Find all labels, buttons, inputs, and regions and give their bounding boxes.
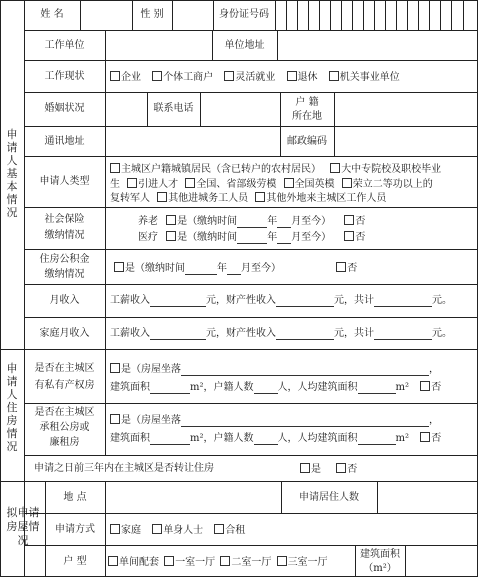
medical-no[interactable]: 否 <box>344 232 365 243</box>
transfer-question: 申请之日前三年内在主城区是否转让住房 <box>34 463 214 474</box>
checkbox-icon <box>420 381 430 391</box>
checkbox-icon <box>220 556 230 566</box>
type-migrant-worker[interactable]: 其他进城务工人员 <box>157 193 248 204</box>
checkbox-icon <box>152 524 162 534</box>
unit-three-bed[interactable]: 三室一厅 <box>277 557 328 568</box>
id-number-boxes[interactable] <box>276 1 477 30</box>
checkbox-icon <box>284 178 294 188</box>
monthly-income-row: 工薪收入 元，财产性收入 元，共计 元。 <box>110 295 452 306</box>
employer-field[interactable] <box>106 31 212 60</box>
private-property-label-line1: 是否在主城区 <box>34 363 95 374</box>
type-other-worker[interactable]: 其他外地来主城区工作人员 <box>255 193 386 204</box>
postcode-field[interactable] <box>335 127 477 156</box>
id-number-label: 身份证号码 <box>219 9 269 20</box>
monthly-income-label: 月收入 <box>49 295 80 306</box>
hukou-label-line2: 所在地 <box>292 111 322 122</box>
location-field[interactable] <box>106 482 281 513</box>
postcode-label: 邮政编码 <box>287 136 327 147</box>
unit-one-bed[interactable]: 一室一厅 <box>164 557 215 568</box>
address-field[interactable] <box>106 127 280 156</box>
social-insurance-label-line1: 社会保险 <box>44 214 85 225</box>
checkbox-icon <box>287 71 297 81</box>
type-graduate[interactable]: 大中专院校及职校毕业 <box>330 164 441 175</box>
work-status-individual[interactable]: 个体工商户 <box>152 72 213 83</box>
checkbox-icon <box>329 71 339 81</box>
private-area-field[interactable] <box>150 383 190 394</box>
type-graduate-cont: 生 <box>110 179 120 190</box>
property-income-field[interactable] <box>276 296 334 307</box>
family-salary-field[interactable] <box>150 329 206 340</box>
checkbox-icon <box>255 192 265 202</box>
fund-year-field[interactable] <box>185 264 217 275</box>
gender-label: 性 别 <box>140 9 164 20</box>
checkbox-icon <box>110 414 120 424</box>
public-rental-line1: 是（房屋坐落 ， <box>110 414 439 427</box>
applicant-type-line3 <box>110 192 386 205</box>
type-merit[interactable]: 荣立二等功以上的 <box>342 179 433 190</box>
type-model-worker[interactable]: 全国、省部级劳模 <box>185 179 276 190</box>
checkbox-icon <box>166 231 176 241</box>
checkbox-icon <box>300 463 310 473</box>
private-avg-area-field[interactable] <box>358 383 396 394</box>
housing-fund-label-line1: 住房公积金 <box>39 254 90 265</box>
rental-location-field[interactable] <box>181 416 429 427</box>
applicant-type-label: 申请人类型 <box>39 176 90 187</box>
housing-section-title: 申请人住房情况 <box>6 362 18 453</box>
medical-month-field[interactable] <box>277 233 291 244</box>
unit-studio[interactable]: 单间配套 <box>108 557 159 568</box>
unit-type-options <box>108 556 328 569</box>
pension-month-field[interactable] <box>277 217 291 228</box>
area-label-line1: 建筑面积 <box>360 549 400 560</box>
work-status-retired[interactable]: 退休 <box>287 72 318 83</box>
address-label: 通讯地址 <box>44 136 85 147</box>
checkbox-icon <box>344 215 354 225</box>
checkbox-icon <box>110 524 120 534</box>
medical-year-field[interactable] <box>237 233 267 244</box>
marital-status-label: 婚姻状况 <box>44 103 85 114</box>
pension-row: 养老 是（缴纳时间 年 月至今） 否 <box>138 216 366 227</box>
type-urban-resident[interactable]: 主城区户籍城镇居民（含已转户的农村居民） <box>110 164 321 175</box>
unit-two-bed[interactable]: 二室一厅 <box>220 557 271 568</box>
fund-no[interactable]: 否 <box>336 263 357 274</box>
phone-label: 联系电话 <box>153 103 194 114</box>
family-total-field[interactable] <box>374 329 432 340</box>
checkbox-icon <box>330 163 340 173</box>
private-location-field[interactable] <box>181 365 429 376</box>
checkbox-icon <box>164 556 174 566</box>
checkbox-icon <box>114 262 124 272</box>
name-label: 姓 名 <box>40 9 64 20</box>
applicant-type-line1 <box>110 163 441 176</box>
private-no[interactable]: 否 <box>420 382 441 393</box>
method-shared[interactable]: 合租 <box>214 525 245 536</box>
transfer-yes[interactable]: 是 <box>300 464 321 475</box>
checkbox-icon <box>277 556 287 566</box>
checkbox-icon <box>420 432 430 442</box>
medical-label: 医疗 <box>138 232 158 243</box>
marital-status-field[interactable] <box>106 93 147 126</box>
housing-fund-row: 是（缴纳时间 年 月至今） 否 <box>114 262 357 275</box>
checkbox-icon <box>110 363 120 373</box>
family-income-label: 家庭月收入 <box>39 328 90 339</box>
gender-field[interactable] <box>173 1 213 30</box>
public-rental-label-line2: 承租公房或 <box>39 422 90 433</box>
method-label: 申请方式 <box>55 524 95 535</box>
checkbox-icon <box>336 262 346 272</box>
hukou-label-line1: 户 籍 <box>295 97 319 108</box>
type-talent[interactable]: 引进人才 <box>127 179 178 190</box>
pension-year-field[interactable] <box>237 217 267 228</box>
employer-label: 工作单位 <box>44 40 85 51</box>
employer-address-field[interactable] <box>278 31 477 60</box>
checkbox-icon <box>344 231 354 241</box>
rental-hukou-count-field[interactable] <box>254 434 278 445</box>
pension-yes[interactable]: 是 <box>166 216 187 227</box>
residents-label: 申请居住人数 <box>299 492 359 503</box>
unit-type-label: 户 型 <box>63 556 87 567</box>
work-status-public[interactable]: 机关事业单位 <box>329 72 400 83</box>
checkbox-icon <box>110 163 120 173</box>
checkbox-icon <box>166 215 176 225</box>
method-family[interactable]: 家庭 <box>110 525 141 536</box>
employer-address-label: 单位地址 <box>224 40 265 51</box>
rental-area-field[interactable] <box>150 434 190 445</box>
medical-yes[interactable]: 是 <box>166 232 187 243</box>
area-label-line2: （m²） <box>363 563 397 574</box>
method-single[interactable]: 单身人士 <box>152 525 203 536</box>
checkbox-icon <box>127 178 137 188</box>
transfer-options <box>300 463 357 476</box>
total-income-field[interactable] <box>374 296 432 307</box>
checkbox-icon <box>185 178 195 188</box>
private-property-label-line2: 有私有产权房 <box>34 380 95 391</box>
type-veteran: 复转军人 <box>110 193 150 204</box>
proposed-section-title: 拟申请房屋情况 <box>6 506 40 547</box>
checkbox-icon <box>157 192 167 202</box>
checkbox-icon <box>336 463 346 473</box>
public-rental-label-line1: 是否在主城区 <box>34 407 95 418</box>
checkbox-icon <box>108 556 118 566</box>
checkbox-icon <box>110 71 120 81</box>
type-hero[interactable]: 全国英模 <box>284 179 335 190</box>
area-field[interactable] <box>406 546 477 577</box>
checkbox-icon <box>224 71 234 81</box>
family-property-field[interactable] <box>276 329 334 340</box>
work-status-label: 工作现状 <box>44 71 85 82</box>
work-status-enterprise[interactable]: 企业 <box>110 72 141 83</box>
private-hukou-count-field[interactable] <box>254 383 278 394</box>
salary-income-field[interactable] <box>150 296 206 307</box>
phone-field[interactable] <box>201 93 280 126</box>
housing-fund-label-line2: 缴纳情况 <box>44 269 85 280</box>
private-property-line1: 是（房屋坐落 ， <box>110 363 439 376</box>
family-income-row: 工薪收入 元，财产性收入 元，共计 元。 <box>110 328 452 339</box>
public-rental-label-line3: 廉租房 <box>49 437 80 448</box>
private-yes[interactable]: 是（房屋坐落 <box>110 364 181 375</box>
work-status-options <box>110 71 400 84</box>
applicant-type-line2 <box>110 178 433 191</box>
residents-field[interactable] <box>378 482 477 513</box>
fund-yes[interactable]: 是 <box>114 263 135 274</box>
rental-yes[interactable]: 是（房屋坐落 <box>110 415 181 426</box>
transfer-no[interactable]: 否 <box>336 464 357 475</box>
rental-avg-area-field[interactable] <box>358 434 396 445</box>
pension-label: 养老 <box>138 216 158 227</box>
pension-no[interactable]: 否 <box>344 216 365 227</box>
applicant-section-title: 申请人基本情况 <box>6 128 18 219</box>
method-options <box>110 524 245 537</box>
checkbox-icon <box>152 71 162 81</box>
checkbox-icon <box>214 524 224 534</box>
fund-month-field[interactable] <box>227 264 241 275</box>
work-status-flexible[interactable]: 灵活就业 <box>224 72 275 83</box>
social-insurance-label-line2: 缴纳情况 <box>44 230 85 241</box>
name-field[interactable] <box>81 1 132 30</box>
private-property-line2: 建筑面积 m²，户籍人数 人，人均建筑面积 m² 否 <box>110 382 442 393</box>
location-label: 地 点 <box>63 492 87 503</box>
public-rental-line2: 建筑面积 m²，户籍人数 人，人均建筑面积 m² 否 <box>110 433 442 444</box>
medical-row: 医疗 是（缴纳时间 年 月至今） 否 <box>138 232 366 243</box>
checkbox-icon <box>342 178 352 188</box>
rental-no[interactable]: 否 <box>420 433 441 444</box>
hukou-field[interactable] <box>335 93 477 126</box>
